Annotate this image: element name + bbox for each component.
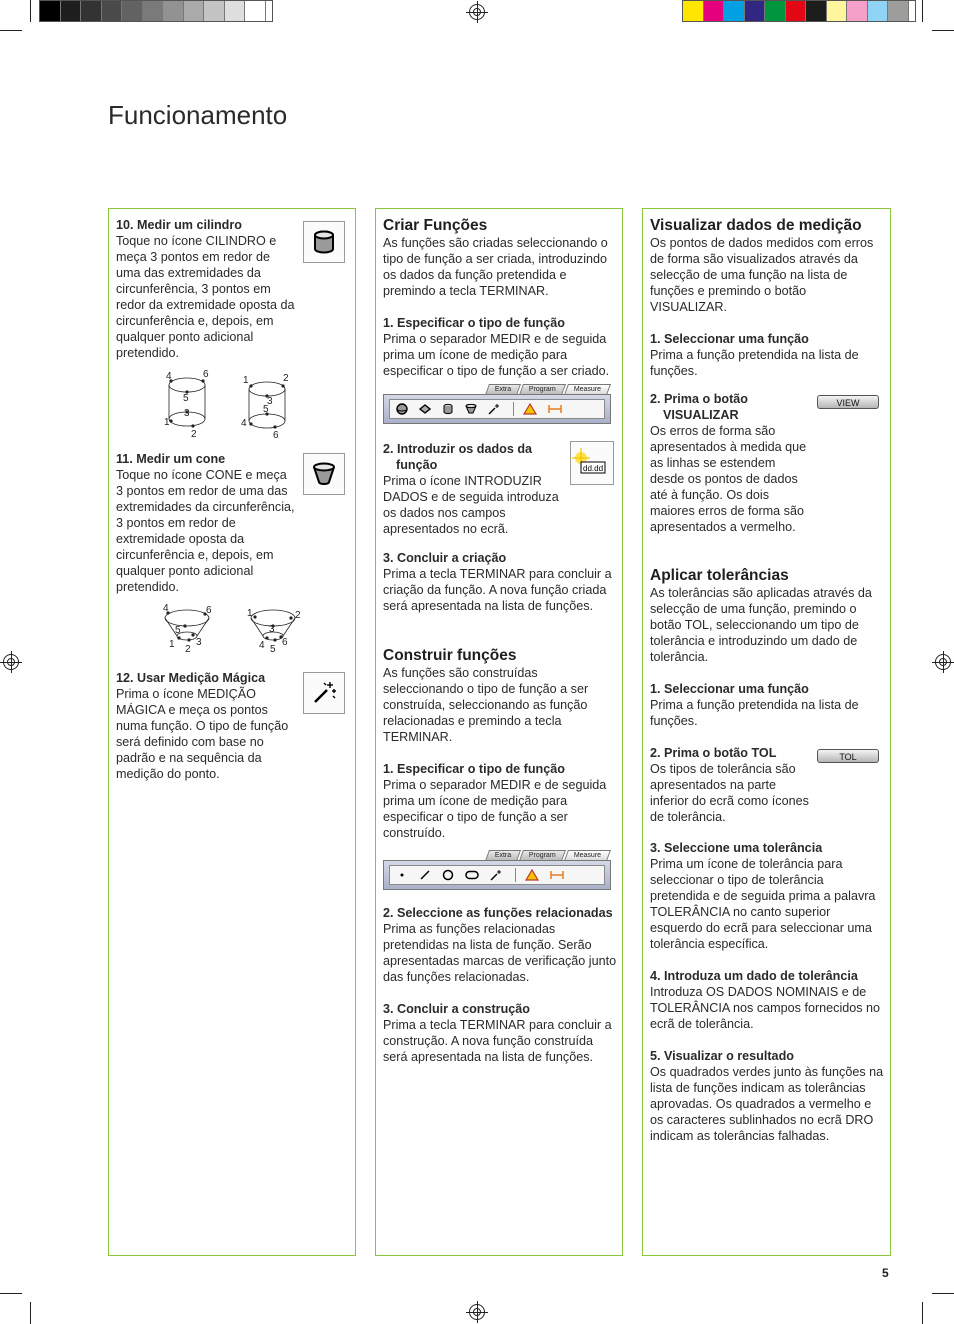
visualizar-step1-title: 1. Seleccionar uma função (650, 332, 809, 346)
cylinder-diagram-b (239, 369, 293, 439)
color-bar (682, 0, 916, 22)
section-text-magic: Prima o ícone MEDIÇÃO MÁGICA e meça os pontos numa função. O tipo de função será definido com base no padrão e na sequência da medição do ponto. (116, 687, 289, 781)
visualizar-step2-title: 2. Prima o botão (650, 392, 748, 406)
diagram-label: 2 (295, 610, 301, 621)
section-title-aplicar: Aplicar tolerâncias (650, 567, 789, 584)
cone-diagram-b (245, 602, 305, 658)
color-swatch (40, 1, 61, 21)
diagram-label: 1 (243, 375, 249, 386)
diagram-label: 6 (203, 369, 209, 380)
aplicar-step3-text: Prima um ícone de tolerância para seleccionar o tipo de tolerância pretendida e de seguida prima a palavra TOLERÂNCIA no canto superior esquerdo do ecrã para seleccionar uma tolerância específica. (650, 857, 876, 951)
criar-step1-text: Prima o separador MEDIR e de seguida prima um ícone de medição para especificar o tipo de função a ser criado. (383, 332, 610, 378)
criar-intro: As funções são criadas seleccionando o tipo de função a ser criada, introduzindo os dados da função pretendida e premindo a tecla TERMINAR. (383, 236, 608, 298)
color-swatch (704, 1, 725, 21)
section-title-visualizar: Visualizar dados de medição (650, 217, 862, 234)
color-swatch (225, 1, 246, 21)
construir-step1-text: Prima o separador MEDIR e de seguida prima um ícone de medição para especificar o tipo de função a ser construído. (383, 778, 607, 840)
tab-program[interactable]: Program (519, 850, 566, 861)
color-swatch (204, 1, 225, 21)
section-title-cone: 11. Medir um cone (116, 452, 226, 466)
distance-icon[interactable] (548, 403, 562, 415)
magic-wand-icon[interactable] (490, 869, 502, 881)
aplicar-step2-text: Os tipos de tolerância são apresentados na parte inferior do ecrã como ícones de tolerância. (650, 762, 809, 824)
color-swatch (163, 1, 184, 21)
diagram-label: 4 (166, 371, 172, 382)
section-text-cylinder: Toque no ícone CILINDRO e meça 3 pontos em redor de uma das extremidades da circunferência, 3 pontos em redor da extremidade oposta da circunferência e, depois, em qualquer ponto adicional pretendido. (116, 234, 295, 360)
aplicar-step3-title: 3. Seleccione uma tolerância (650, 841, 823, 855)
color-swatch (827, 1, 848, 21)
crop-mark (932, 30, 954, 31)
criar-step2-text: Prima o ícone INTRODUZIR DADOS e de seguida introduza os dados nos campos apresentados no ecrã. (383, 474, 559, 536)
construir-step3-text: Prima a tecla TERMINAR para concluir a construção. A nova função construída será apresentada na lista de funções. (383, 1018, 612, 1064)
diagram-label: 6 (282, 637, 288, 648)
criar-step3-title: 3. Concluir a criação (383, 551, 507, 565)
cylinder-icon[interactable] (442, 403, 454, 415)
cone-diagram-a (159, 602, 219, 658)
registration-mark (469, 4, 485, 20)
grayscale-bar (39, 0, 273, 22)
page-title: Funcionamento (108, 100, 288, 130)
diagram-label: 4 (241, 418, 247, 429)
section-title-construir: Construir funções (383, 647, 517, 664)
diagram-label: 1 (164, 417, 170, 428)
color-swatch (683, 1, 704, 21)
plane-icon[interactable] (419, 403, 431, 415)
construir-intro: As funções são construídas seleccionando o tipo de função a ser construída, seleccionando as função relacionadas e premindo a tecla TERMINAR. (383, 666, 589, 744)
color-swatch (143, 1, 164, 21)
aplicar-step1-title: 1. Seleccionar uma função (650, 682, 809, 696)
diagram-label: 5 (183, 393, 189, 404)
color-swatch (81, 1, 102, 21)
column-left (108, 208, 356, 1256)
point-icon[interactable] (396, 869, 408, 881)
criar-step2-title: 2. Introduzir os dados da (383, 442, 533, 456)
color-swatch (786, 1, 807, 21)
tab-measure[interactable]: Measure (564, 384, 611, 395)
construir-step2-title: 2. Seleccione as funções relacionadas (383, 906, 613, 920)
diagram-label: 2 (191, 429, 197, 439)
criar-step2-title-cont: função (396, 458, 438, 472)
tab-program[interactable]: Program (519, 384, 566, 395)
tab-measure[interactable]: Measure (564, 850, 611, 861)
enter-data-label: dd.dd (583, 464, 604, 473)
color-swatch (745, 1, 766, 21)
color-swatch (765, 1, 786, 21)
registration-mark (3, 654, 19, 670)
cone-icon (303, 453, 345, 495)
diagram-label: 5 (175, 625, 181, 636)
color-swatch (245, 1, 266, 21)
color-swatch (184, 1, 205, 21)
circle-icon[interactable] (442, 869, 454, 881)
diagram-label: 4 (163, 603, 169, 614)
diagram-label: 2 (185, 644, 191, 655)
column-middle (375, 208, 623, 1256)
enter-data-icon (570, 441, 614, 485)
column-right (642, 208, 891, 1256)
tab-extra[interactable]: Extra (485, 384, 521, 395)
aplicar-intro: As tolerâncias são aplicadas através da selecção de uma função, premindo o botão TOL, seleccionando um tipo de tolerância e introduzindo um dado de tolerância. (650, 586, 872, 664)
section-title-criar: Criar Funções (383, 217, 488, 234)
aplicar-step5-title: 5. Visualizar o resultado (650, 1049, 794, 1063)
section-text-cone: Toque no ícone CONE e meça 3 pontos em redor de uma das extremidades da circunferência, 3 pontos em redor de extremidade oposta da circunferência e, depois, em qualquer ponto adicional pretendido. (116, 468, 295, 594)
registration-mark (469, 1304, 485, 1320)
cylinder-icon (303, 221, 345, 263)
crop-mark (0, 30, 22, 31)
visualizar-intro: Os pontos de dados medidos com erros de forma são visualizados através da selecção de uma função na lista de funções e premindo o botão VISUALIZAR. (650, 236, 874, 314)
crop-mark (922, 1302, 923, 1324)
line-icon[interactable] (419, 869, 431, 881)
diagram-label: 5 (270, 644, 276, 655)
color-swatch (888, 1, 909, 21)
magic-wand-icon[interactable] (488, 403, 500, 415)
slot-icon[interactable] (465, 869, 479, 881)
visualizar-step2-text: Os erros de forma são apresentados à medida que as linhas se estendem desde os pontos de dados até à função. Os dois maiores erros de forma são apresentados a vermelho. (650, 424, 807, 534)
aplicar-step4-title: 4. Introduza um dado de tolerância (650, 969, 858, 983)
diagram-label: 3 (269, 624, 275, 635)
view-button[interactable]: VIEW (817, 395, 879, 409)
aplicar-step1-text: Prima a função pretendida na lista de funções. (650, 698, 859, 728)
color-swatch (122, 1, 143, 21)
tolerance-icon[interactable] (523, 403, 537, 415)
aplicar-step4-text: Introduza OS DADOS NOMINAIS e de TOLERÂNCIA nos campos fornecidos no ecrã de tolerância. (650, 985, 881, 1031)
diagram-label: 2 (283, 373, 289, 384)
diagram-label: 4 (259, 640, 265, 651)
diagram-label: 3 (196, 637, 202, 648)
tolerance-icon[interactable] (525, 869, 539, 881)
crop-mark (932, 1293, 954, 1294)
diagram-label: 6 (206, 605, 212, 616)
visualizar-step2-title-cont: VISUALIZAR (663, 408, 739, 422)
construir-step3-title: 3. Concluir a construção (383, 1002, 530, 1016)
diagram-label: 3 (184, 408, 190, 419)
color-swatch (806, 1, 827, 21)
visualizar-step1-text: Prima a função pretendida na lista de funções. (650, 348, 859, 378)
diagram-label: 6 (273, 430, 279, 439)
diagram-label: 1 (247, 608, 253, 619)
crop-mark (30, 0, 31, 22)
distance-icon[interactable] (550, 869, 564, 881)
construir-step1-title: 1. Especificar o tipo de função (383, 762, 565, 776)
criar-step3-text: Prima a tecla TERMINAR para concluir a criação da função. A nova função criada será apresentada na lista de funções. (383, 567, 612, 613)
crop-mark (0, 1293, 22, 1294)
diagram-label: 5 (263, 404, 269, 415)
color-swatch (724, 1, 745, 21)
diagram-label: 3 (267, 396, 273, 407)
construir-step2-text: Prima as funções relacionadas pretendidas na lista de função. Serão apresentadas marcas de verificação junto das funções relacionadas. (383, 922, 617, 984)
construct-toolbar (383, 850, 611, 894)
aplicar-step5-text: Os quadrados verdes junto às funções na lista de funções indicam as tolerâncias aprovadas. Os quadrados a vermelho e os caracteres sublinhados no ecrã DRO indicam as tolerâncias falhadas. (650, 1065, 884, 1143)
color-swatch (847, 1, 868, 21)
diagram-label: 1 (169, 639, 175, 650)
criar-step1-title: 1. Especificar o tipo de função (383, 316, 565, 330)
section-title-magic: 12. Usar Medição Mágica (116, 671, 266, 685)
crop-mark (922, 0, 923, 22)
color-swatch (868, 1, 889, 21)
measure-toolbar (383, 384, 611, 428)
crop-mark (30, 1302, 31, 1324)
tab-extra[interactable]: Extra (485, 850, 521, 861)
color-swatch (61, 1, 82, 21)
color-swatch (102, 1, 123, 21)
cone-icon[interactable] (465, 403, 477, 415)
magic-wand-icon (303, 672, 345, 714)
tol-button[interactable]: TOL (817, 749, 879, 763)
registration-mark (935, 654, 951, 670)
aplicar-step2-title: 2. Prima o botão TOL (650, 746, 777, 760)
section-title-cylinder: 10. Medir um cilindro (116, 218, 242, 232)
sphere-icon[interactable] (396, 403, 408, 415)
cylinder-diagram-a (161, 369, 213, 439)
page-number: 5 (882, 1266, 889, 1280)
